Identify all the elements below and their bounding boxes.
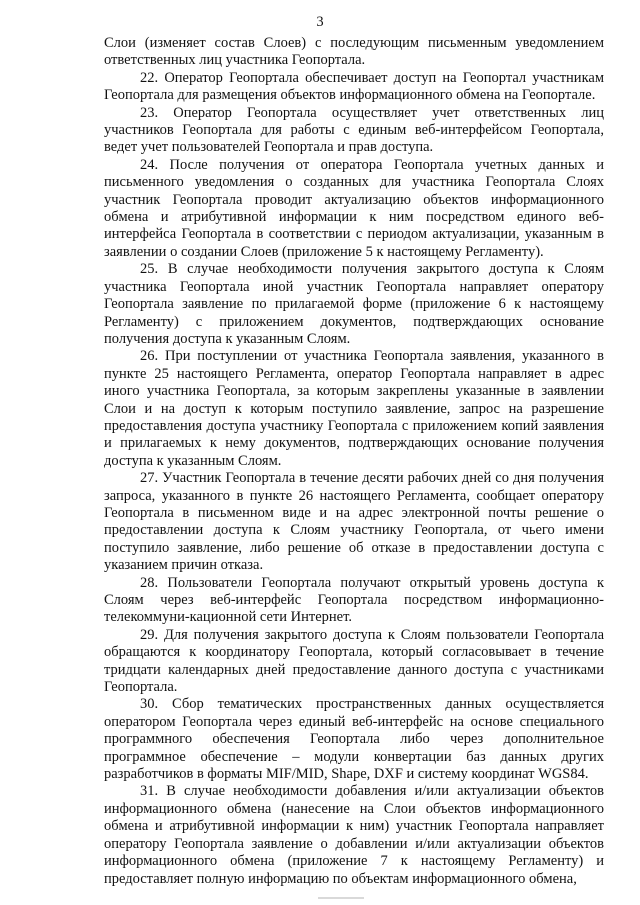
- paragraph-text: Сбор тематических пространственных данных осуществляется оператором Геопортала через единый веб-интерфейс на основе специального программного обеспечения Геопортала либо через дополнительное программное обеспечение – модули конвертации баз данных других разработчиков в форматы MIF/MID, Shape, DXF и систему координат WGS84.: [104, 696, 604, 783]
- paragraph-number: 30.: [140, 696, 159, 713]
- paragraph-number: 28.: [140, 574, 159, 591]
- paragraph-text: Оператор Геопортала обеспечивает доступ на Геопортал участникам Геопортала для размещения объектов информационного обмена на Геопортале.: [104, 69, 605, 104]
- paragraph-26: [104, 348, 604, 470]
- paragraph-27: [104, 470, 604, 574]
- paragraph-number: 22.: [140, 69, 159, 86]
- paragraph-text: Оператор Геопортала осуществляет учет ответственных лиц участников Геопортала для работы с единым веб-интерфейсом Геопортала, ведет учет пользователей Геопортала и прав доступа.: [104, 104, 604, 156]
- paragraph-number: 31.: [140, 783, 159, 800]
- paragraph-number: 25.: [140, 261, 159, 278]
- paragraph-30: [104, 696, 604, 783]
- paragraph-text: После получения от оператора Геопортала учетных данных и письменного уведомления о созданных для участника Геопортала Слоях участник Геопортала проводит актуализацию объектов информационного обмена и атрибутивной информации к ним посредством единого веб-интерфейса Геопортала в соответствии с периодом актуализации, указанным в заявлении о создании Слоев (приложение 5 к настоящему Регламенту).: [104, 156, 605, 260]
- paragraph-text: Пользователи Геопортала получают открытый уровень доступа к Слоям через веб-интерфейс Геопортала посредством информационно-телекоммуни-кационной сети Интернет.: [104, 574, 605, 626]
- paragraph-number: 26.: [140, 348, 159, 365]
- paragraph-23: [104, 105, 604, 157]
- paragraph-24: [104, 157, 604, 261]
- paragraph-31: [104, 783, 604, 887]
- paragraph-number: 29.: [140, 626, 159, 643]
- paragraph-22: [104, 70, 604, 105]
- document-body: [104, 35, 604, 888]
- paragraph-text: В случае необходимости добавления и/или актуализации объектов информационного обмена (нанесение на Слои объектов информационного обмена и атрибутивной информации к ним) участник Геопортала направляет оператору Геопортала заявление о добавлении и/или актуализации объектов информационного обмена (приложение 7 к настоящему Регламенту) и предоставляет полную информацию по объектам информационного обмена,: [104, 783, 605, 887]
- scan-artifact: [318, 897, 364, 899]
- paragraph-continuation: [104, 35, 604, 70]
- page-number: 3: [316, 14, 324, 30]
- paragraph-text: Слои (изменяет состав Слоев) с последующим письменным уведомлением ответственных лиц участника Геопортала.: [104, 35, 604, 69]
- paragraph-text: В случае необходимости получения закрытого доступа к Слоям участника Геопортала иной участник Геопортала направляет оператору Геопортала заявление по прилагаемой форме (приложение 6 к настоящему Регламенту) с приложением документов, подтверждающих основание получения доступа к указанным Слоям.: [104, 261, 604, 347]
- paragraph-text: При поступлении от участника Геопортала заявления, указанного в пункте 25 настоящего Регламента, оператор Геопортала направляет в адрес иного участника Геопортала, за которым закреплены указанные в заявлении Слои и на доступ к которым поступило заявление, запрос на разрешение предоставления доступа участнику Геопортала с приложением копий заявления и прилагаемых к нему документов, подтверждающих основание получения доступа к указанным Слоям.: [104, 348, 605, 469]
- paragraph-number: 27.: [140, 470, 159, 487]
- paragraph-25: [104, 261, 604, 348]
- paragraph-text: Для получения закрытого доступа к Слоям пользователи Геопортала обращаются к координатору Геопортала, который согласовывает в течение тридцати календарных дней предоставление данного доступа с участниками Геопортала.: [104, 626, 605, 696]
- paragraph-28: [104, 575, 604, 627]
- paragraph-text: Участник Геопортала в течение десяти рабочих дней со дня получения запроса, указанного в пункте 26 настоящего Регламента, сообщает оператору Геопортала в письменном виде и на адрес электронной почты решение о предоставлении доступа к Слоям участнику Геопортала, от чьего имени поступило заявление, либо решение об отказе в предоставлении доступа с указанием причин отказа.: [104, 470, 604, 574]
- paragraph-number: 24.: [140, 156, 159, 173]
- paragraph-29: [104, 627, 604, 697]
- paragraph-number: 23.: [140, 104, 159, 121]
